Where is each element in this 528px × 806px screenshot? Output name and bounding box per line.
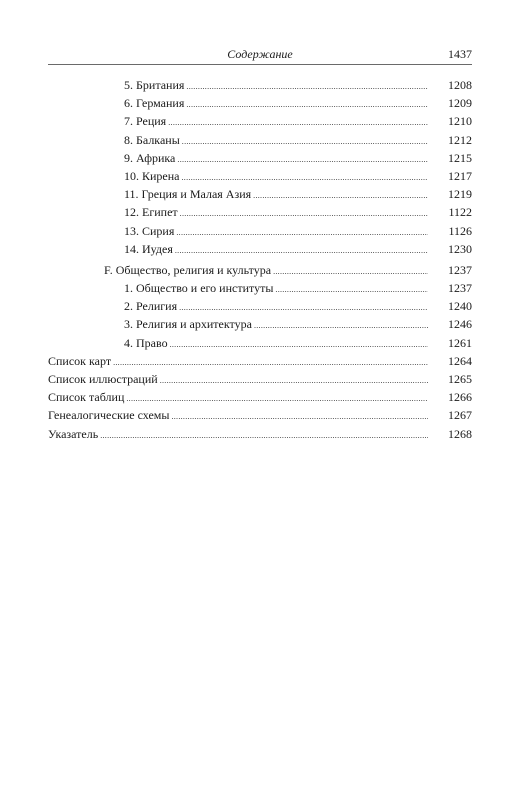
toc-section[interactable] (48, 261, 472, 279)
toc-entry-label: Список карт (48, 353, 112, 368)
toc-entry-page: 1212 (448, 132, 472, 147)
toc-entry-page: 1219 (448, 187, 472, 202)
toc-entry-page: 1122 (448, 205, 472, 220)
toc-entry-page: 1209 (448, 96, 472, 111)
toc-entry[interactable] (48, 76, 472, 94)
dot-leader (186, 96, 428, 114)
toc-entry-label: 3. Религия и архитектура (124, 317, 252, 332)
toc-entry-page: 1246 (448, 317, 472, 332)
dot-leader (113, 354, 428, 372)
toc-entry[interactable] (48, 388, 472, 406)
dot-leader (176, 224, 428, 242)
toc-entry[interactable] (48, 131, 472, 149)
toc-entry[interactable] (48, 352, 472, 370)
toc-entry-page: 1230 (448, 241, 472, 256)
toc-entry-label: 6. Германия (124, 96, 185, 111)
toc-entry-page: 1217 (448, 168, 472, 183)
dot-leader (160, 372, 428, 390)
toc-entry-page: 1268 (448, 426, 472, 441)
toc-entry-label: Список иллюстраций (48, 372, 158, 386)
table-of-contents (48, 76, 472, 443)
toc-entry[interactable] (48, 112, 472, 130)
toc-entry-label: Указатель (48, 426, 99, 441)
toc-entry-label: Генеалогические схемы (48, 408, 170, 423)
toc-entry[interactable] (48, 334, 472, 352)
toc-entry[interactable] (48, 149, 472, 167)
toc-entry-page: 1215 (448, 150, 472, 165)
dot-leader (273, 263, 428, 281)
dot-leader (254, 317, 428, 335)
toc-entry-page: 1237 (448, 262, 472, 277)
toc-entry-page: 1261 (448, 335, 472, 350)
toc-entry[interactable] (48, 167, 472, 185)
toc-entry-label: 11. Греция и Малая Азия (124, 187, 252, 202)
toc-entry-label: 1. Общество и его институты (124, 281, 274, 296)
toc-entry-page: 1266 (448, 390, 472, 405)
toc-entry-page: 1237 (448, 281, 472, 296)
toc-entry[interactable] (48, 94, 472, 112)
running-title: Содержание (227, 47, 293, 61)
dot-leader (171, 408, 428, 426)
toc-entry-page: 1240 (448, 299, 472, 314)
dot-leader (186, 78, 428, 96)
dot-leader (168, 114, 428, 132)
dot-leader (182, 133, 428, 151)
toc-entry-label: 14. Иудея (124, 241, 173, 256)
toc-entry[interactable] (48, 315, 472, 333)
toc-entry-page: 1267 (448, 408, 472, 423)
toc-entry-label: 12. Египет (124, 205, 178, 220)
dot-leader (180, 205, 428, 223)
toc-entry[interactable] (48, 240, 472, 258)
toc-entry[interactable] (48, 406, 472, 424)
toc-entry-page: 1208 (448, 78, 472, 92)
toc-entry-label: 4. Право (124, 335, 168, 350)
page-number: 1437 (448, 47, 472, 61)
toc-entry-label: 9. Африка (124, 150, 176, 165)
toc-entry[interactable] (48, 203, 472, 221)
toc-entry[interactable] (48, 425, 472, 443)
dot-leader (170, 336, 428, 354)
dot-leader (126, 390, 428, 408)
toc-entry[interactable] (48, 279, 472, 297)
toc-entry-label: 13. Сирия (124, 223, 175, 238)
dot-leader (175, 242, 428, 260)
toc-entry-label: F. Общество, религия и культура (104, 262, 272, 277)
toc-entry-page: 1126 (448, 223, 472, 238)
toc-entry-page: 1265 (448, 372, 472, 386)
toc-entry-label: 10. Кирена (124, 168, 180, 183)
running-header (48, 46, 472, 65)
dot-leader (253, 187, 428, 205)
dot-leader (100, 427, 428, 445)
toc-entry-page: 1210 (448, 114, 472, 129)
toc-entry-label: Список таблиц (48, 390, 125, 405)
toc-entry[interactable] (48, 370, 472, 388)
toc-entry-label: 7. Реция (124, 114, 167, 129)
dot-leader (177, 151, 428, 169)
toc-entry-label: 8. Балканы (124, 132, 180, 147)
toc-entry-label: 5. Британия (124, 78, 185, 92)
toc-entry[interactable] (48, 185, 472, 203)
dot-leader (275, 281, 428, 299)
toc-entry[interactable] (48, 222, 472, 240)
toc-entry-page: 1264 (448, 353, 472, 368)
toc-entry[interactable] (48, 297, 472, 315)
toc-entry-label: 2. Религия (124, 299, 178, 314)
